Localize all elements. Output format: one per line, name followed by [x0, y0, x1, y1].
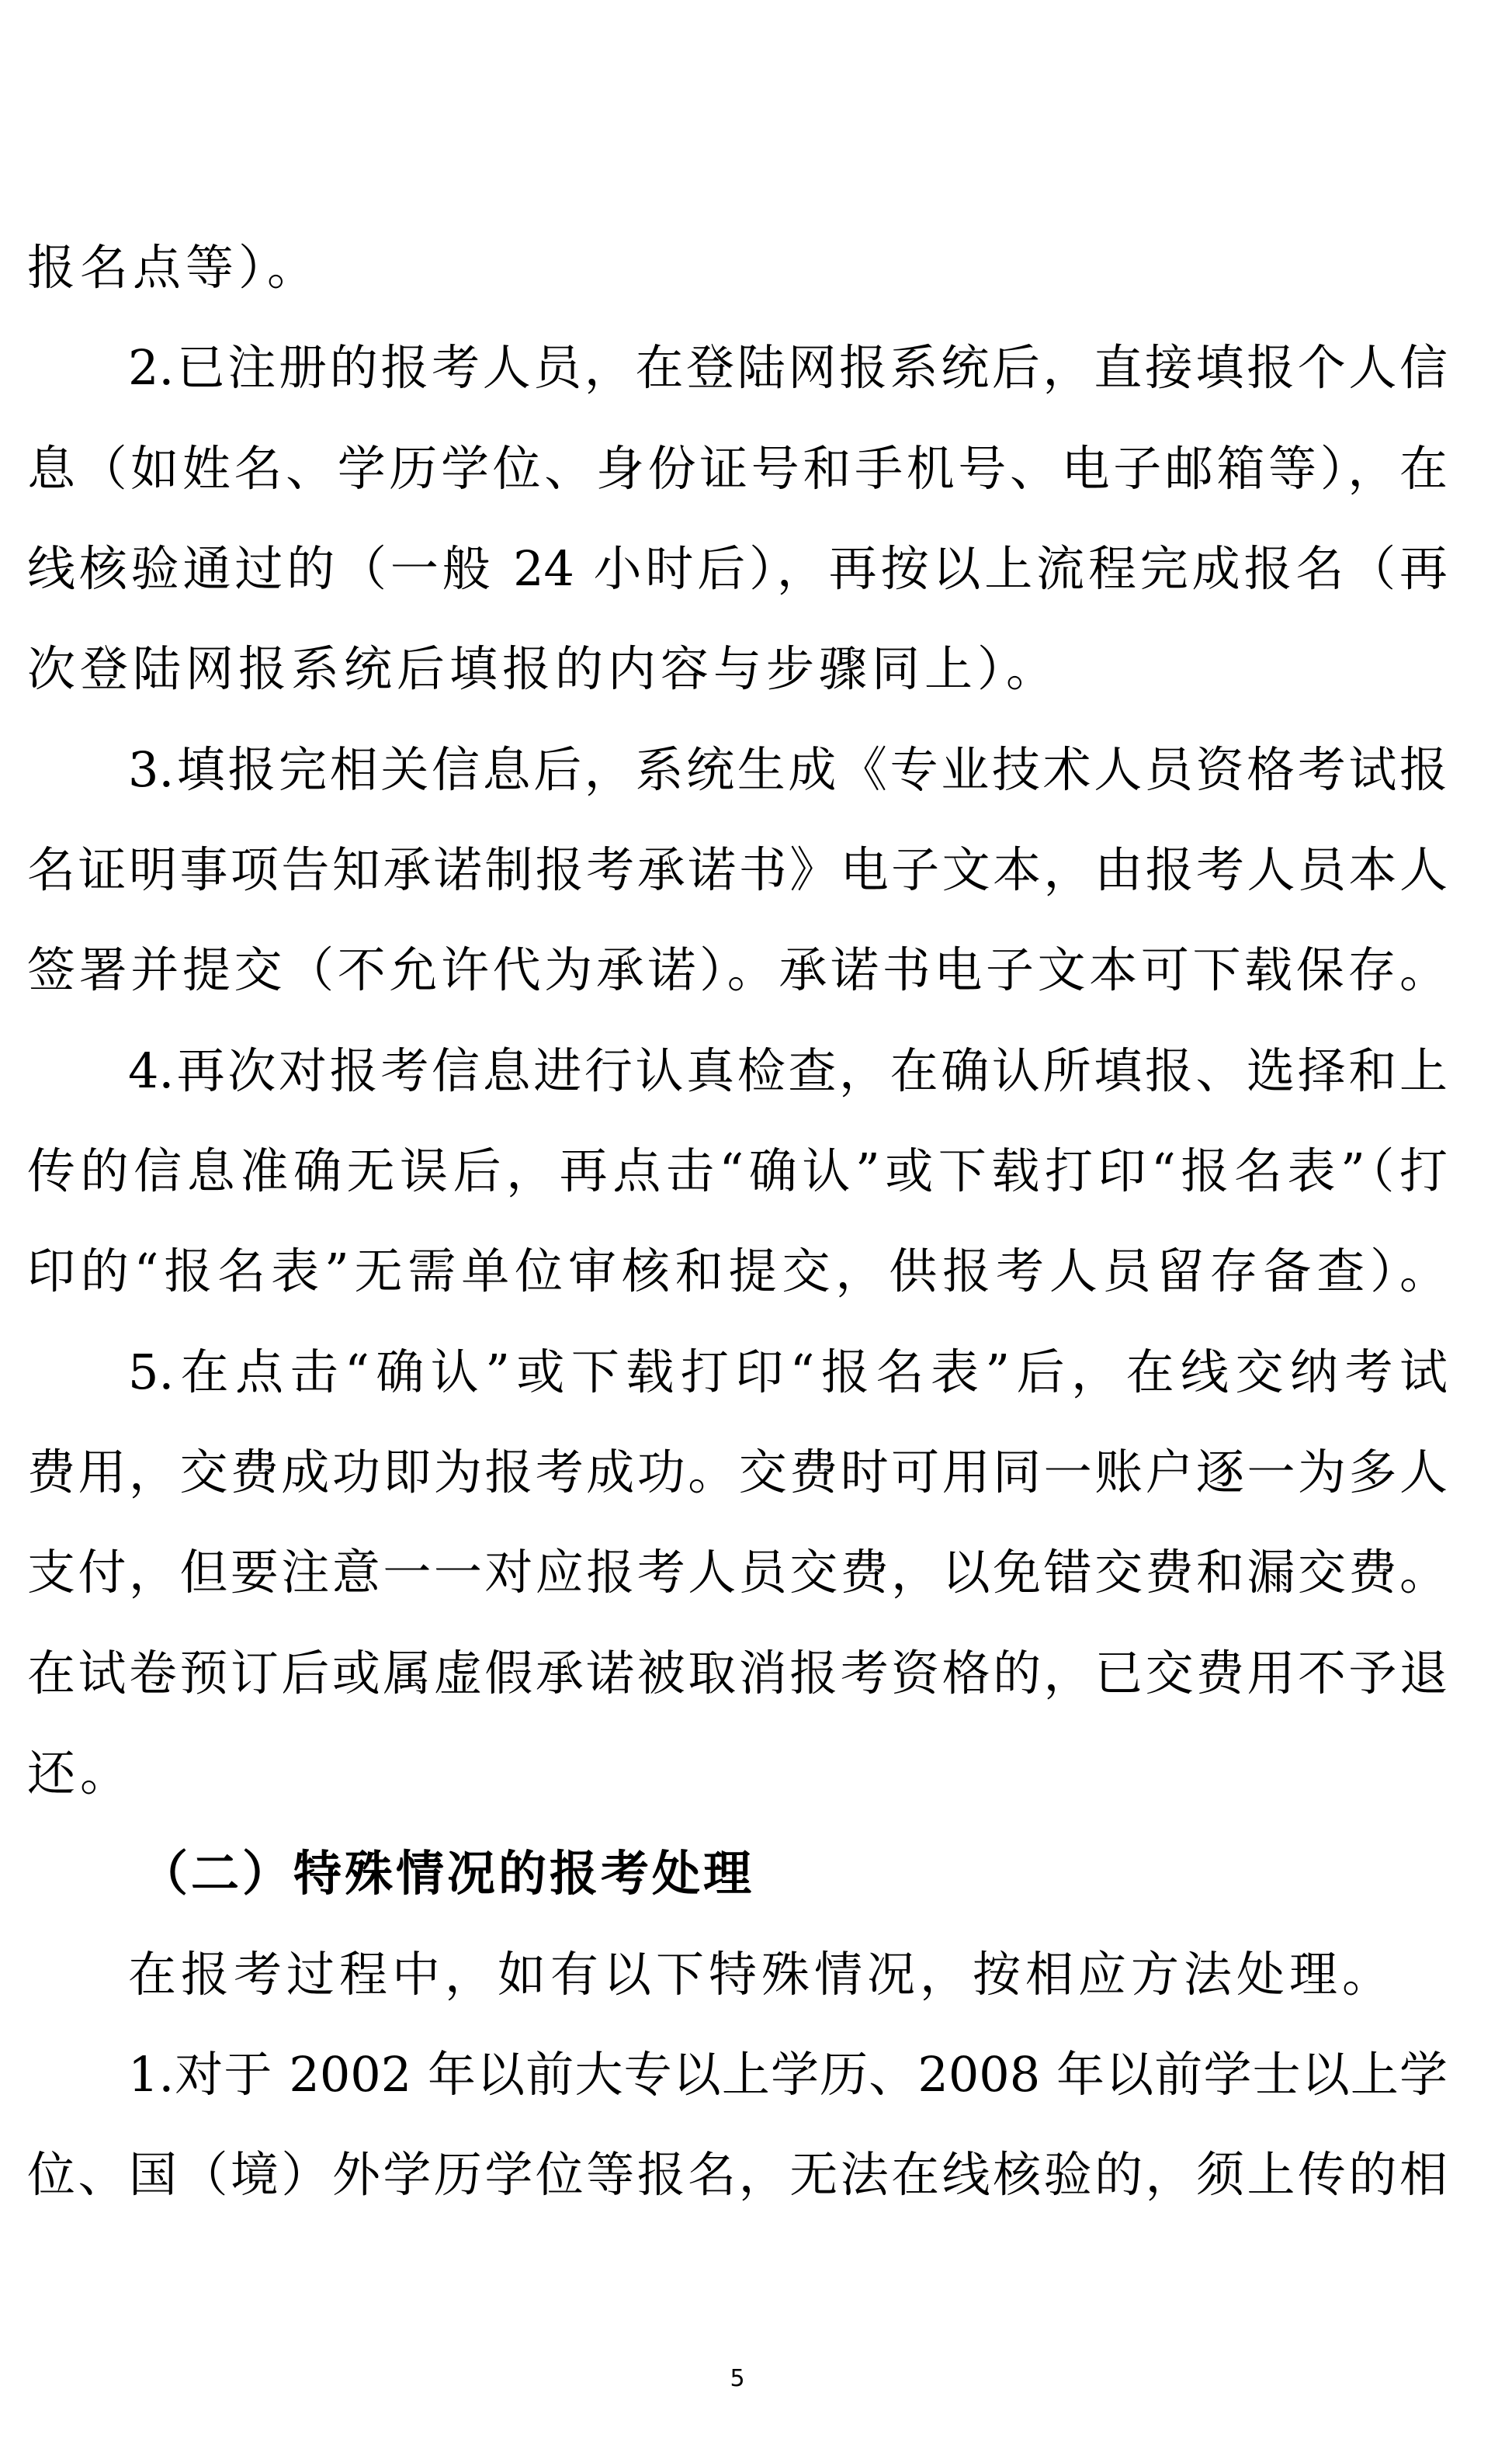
text-line-8: 签署并提交（不允许代为承诺）。承诺书电子文本可下载保存。 — [27, 942, 1448, 998]
page-number: 5 — [730, 2365, 745, 2392]
text-line-13: 费用，交费成功即为报考成功。交费时可用同一账户逐一为多人 — [27, 1444, 1448, 1500]
text-line-19: 1.对于 2002 年以前大专以上学历、2008 年以前学士以上学 — [128, 2046, 1448, 2103]
text-line-16: 还。 — [27, 1745, 134, 1802]
text-line-15: 在试卷预订后或属虚假承诺被取消报考资格的，已交费用不予退 — [27, 1645, 1448, 1701]
text-line-4: 线核验通过的（一般 24 小时后），再按以上流程完成报名（再 — [27, 540, 1448, 597]
text-line-11: 印的“报名表”无需单位审核和提交，供报考人员留存备查）。 — [27, 1243, 1448, 1299]
text-line-20: 位、国（境）外学历学位等报名，无法在线核验的，须上传的相 — [27, 2146, 1448, 2203]
text-line-7: 名证明事项告知承诺制报考承诺书》电子文本，由报考人员本人 — [27, 841, 1448, 898]
text-line-14: 支付，但要注意一一对应报考人员交费，以免错交费和漏交费。 — [27, 1544, 1448, 1600]
text-line-12: 5.在点击“确认”或下载打印“报名表”后，在线交纳考试 — [128, 1344, 1448, 1400]
text-line-5: 次登陆网报系统后填报的内容与步骤同上）。 — [27, 640, 1059, 697]
text-line-1: 报名点等）。 — [27, 239, 321, 296]
text-line-9: 4.再次对报考信息进行认真检查，在确认所填报、选择和上 — [128, 1042, 1448, 1099]
text-line-18: 在报考过程中，如有以下特殊情况，按相应方法处理。 — [128, 1946, 1396, 2003]
text-line-6: 3.填报完相关信息后，系统生成《专业技术人员资格考试报 — [128, 741, 1448, 798]
section-heading: （二）特殊情况的报考处理 — [140, 1845, 755, 1902]
text-line-2: 2.已注册的报考人员，在登陆网报系统后，直接填报个人信 — [128, 339, 1448, 396]
text-line-10: 传的信息准确无误后，再点击“确认”或下载打印“报名表”（打 — [27, 1143, 1448, 1199]
text-line-3: 息（如姓名、学历学位、身份证号和手机号、电子邮箱等），在 — [27, 440, 1448, 497]
